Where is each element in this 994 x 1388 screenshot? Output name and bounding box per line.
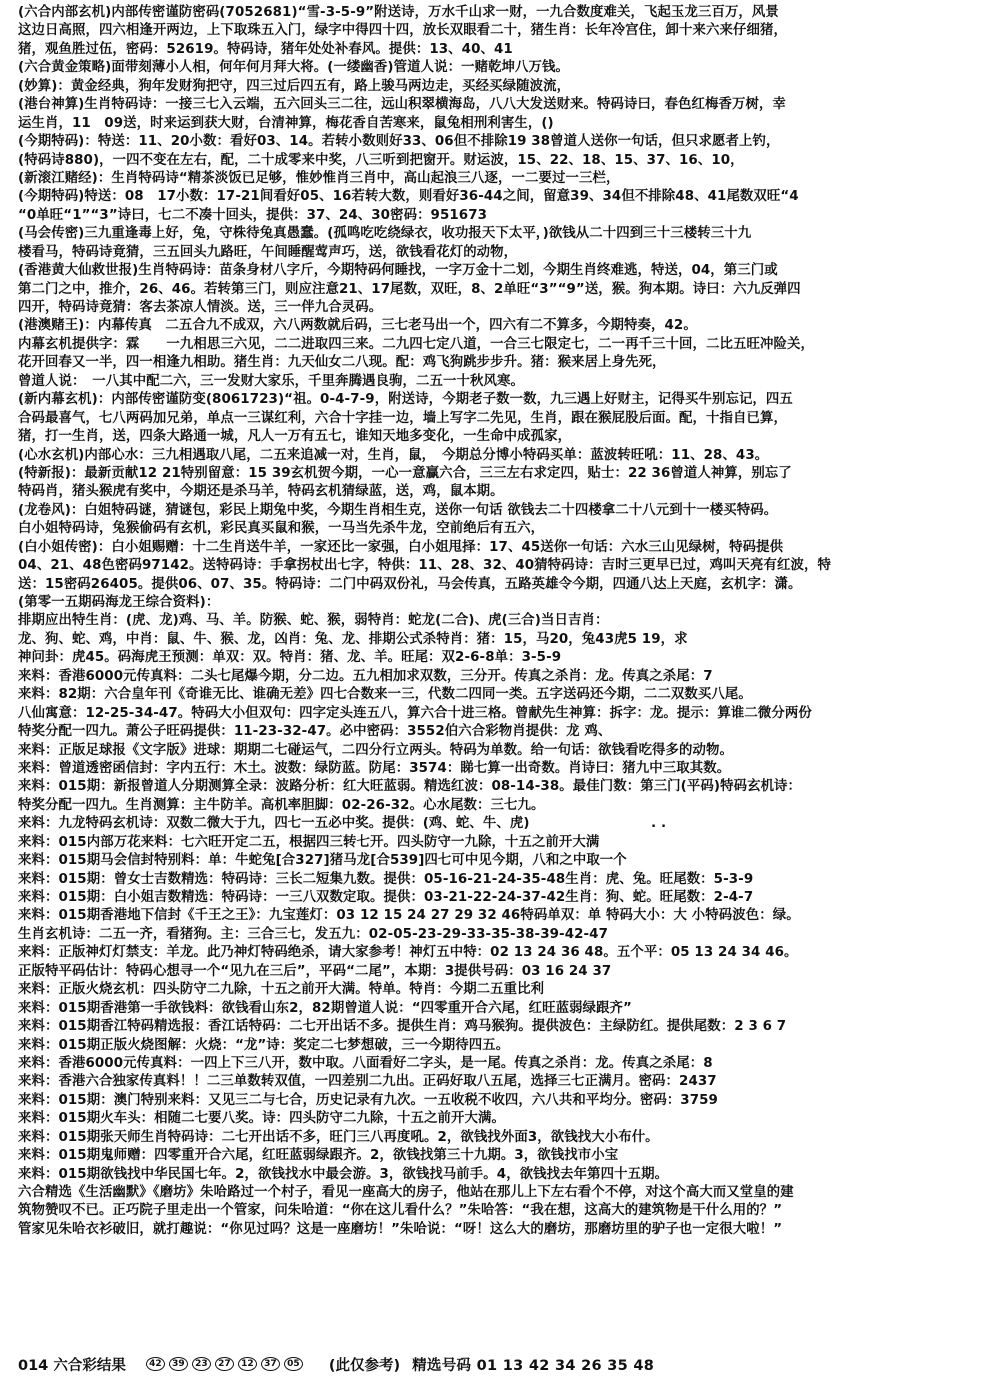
text-line: 来料：015内部万花来料：七六旺开定二五，根据四三转七开。四头防守一九除，十五之前开大满 <box>18 834 600 850</box>
text-line: (新滚江赌经)：生肖特码诗“精茶淡饭已足够，惟妙惟肖三肖中，高山起浪三八逐，一二要过一三栏， <box>18 170 620 186</box>
text-line: 来料：正版神灯灯禁支：羊龙。此乃神灯特码绝杀，请大家参考！神灯五中特：02 13 24 36 48。五个平：05 13 24 34 46。 <box>18 945 798 961</box>
result-ball: 05 <box>284 1357 303 1371</box>
text-line: 来料：82期：六合皇年刊《奇谁无比、谁确无差》四七合数来一三，代数二四同一类。五字送码还今期，二二双数买八尾。 <box>18 687 752 703</box>
text-line: 来料：香港6000元传真料：二头七尾爆今期，分二边。五九相加求双数，三分开。传真之杀肖：龙。传真之杀尾：7 <box>18 668 713 684</box>
text-line: (今期特码)：特送：11、20小数：看好03、14。若转小数则好33、06但不排除19 38曾道人送你一句话，但只求愿者上钓， <box>18 134 780 150</box>
text-line: 来料：015期香港第一手欲钱料：欲钱看山东2，82期曾道人说：“四零重开合六尾，红旺蓝弱绿跟齐” <box>18 1000 632 1016</box>
text-line: 特奖分配一四九。萧公子旺码提供：11-23-32-47。必中密码：3552伯六合彩物肖提供：龙 鸡、 <box>18 724 612 740</box>
text-line: 来料：香港6000元传真料：一四上下三八开，数中取。八面看好二字头，是一尾。传真之杀肖：龙。传真之杀尾：8 <box>18 1055 713 1071</box>
text-line: 来料：015期欲钱找中华民国七年。2，欲钱找水中最会游。3，欲钱找马前手。4，欲钱找去年第四十五期。 <box>18 1166 669 1182</box>
text-line: 八仙寓意：12-25-34-47。特码大小但双句：四字定头连五八，算六合十进三格。曾献先生神算：拆字：龙。提示：算谁二微分两份 <box>18 705 812 721</box>
text-line: 白小姐特码诗，兔猴偷码有玄机，彩民真买鼠和猴，一马当先杀牛龙，空前绝后有五六， <box>18 521 545 537</box>
text-line: (龙卷风)：白姐特码谜，猜谜包，彩民上期兔中奖，今期生肖相生克，送你一句话 欲钱去二十四楼拿二十八元到十一楼买特码。 <box>18 502 778 518</box>
reference-only-note: (此仅参考) <box>328 1357 401 1374</box>
result-ball: 37 <box>261 1357 280 1371</box>
text-line: 六合精选《生活幽默》《磨坊》朱哈路过一个村子，看见一座高大的房子，他站在那儿上下左右看个不停，对这个高大而又堂皇的建 <box>18 1185 794 1200</box>
tips-text-body <box>18 4 986 1239</box>
text-line: (特码诗880)，一四不变在左右，配，二十成零来中奖，八三听到把窗开。财运波，15、22、18、15、37、16、10， <box>18 152 744 168</box>
text-line: 神问卦：虎45。码海虎王预测：单双：双。特肖：猪、龙、羊。旺尾：双2-6-8单：3-5-9 <box>18 650 562 666</box>
results-footer <box>18 1349 986 1379</box>
text-line: (第零一五期码海龙王综合资料)： <box>18 595 220 610</box>
text-line: (香港黄大仙救世报)生肖特码诗：苗条身材八字斤，今期特码何睡找，一字万金十二划，今期生肖终难逃，特送，04，第三门或 <box>18 263 778 279</box>
text-line: 来料：015期香港地下信封《千王之王》：九宝莲灯：03 12 15 24 27 29 32 46特码单双：单 特码大小：大 小特码波色：绿。 <box>18 908 800 924</box>
text-line: 花开回春又一半，四一相逢九相助。猪生肖：九天仙女二八现。配：鸡飞狗跳步步升。猪：猴来居上身先死， <box>18 355 666 371</box>
text-line: 来料：015期：白小姐吉数精选：特码诗：一三八双数定取。提供：03-21-22-24-37-42生肖：狗、蛇。旺尾数：2-4-7 <box>18 890 754 905</box>
text-line: 特奖分配一四九。生肖测算：主牛防羊。高机率胆脚：02-26-32。心水尾数：三七九。 <box>18 797 545 813</box>
text-line: 运生肖，11 09送，时来运到获大财，台清神算，梅花香自苦寒来，鼠兔相刑利害生，() <box>18 115 554 131</box>
text-line: 来料：015期张天师生肖特码诗：二七开出话不多，旺门三八再度吼。2，欲钱找外面3，欲钱找大小布什。 <box>18 1129 659 1145</box>
text-line: 来料：正版足球报《文字版》进球：期期二七碰运气，二四分行立两头。特码为单数。给一句话：欲钱看吃得多的动物。 <box>18 742 733 758</box>
text-line: 来料：015期鬼师赠：四零重开合六尾，红旺蓝弱绿跟齐。2，欲钱找第三十九期。3，欲钱找市小宝 <box>18 1148 619 1164</box>
text-line: 来料：015期火车头：相随二七要八奖。诗：四头防守二九除，十五之前开大满。 <box>18 1111 505 1127</box>
result-ball: 27 <box>215 1357 234 1371</box>
text-line: 内幕玄机提供字：霖 一九相思三六见，二二进取四三来。二九四七定八道，一合三七限定七，二一再千三十回，二比五旺冲险关， <box>18 336 814 352</box>
text-line: (妙算)：黄金经典，狗年发财狗把守，四三过后四五有，路上骏马两边走，买经买绿随波流， <box>18 78 571 94</box>
text-line: (今期特码)特送：08 17小数：17-21间看好05、16若转大数，则看好36-44之间，留意39、34但不排除48、41尾数双旺“4 <box>18 189 799 205</box>
text-line: 曾道人说： 一八其中配二六，三一发财大家乐，千里奔腾遇良驹，二五一十秋风寒。 <box>18 373 524 389</box>
text-line: 排期应出特生肖：(虎、龙)鸡、马、羊。防猴、蛇、猴，弱特肖：蛇龙(二合)、虎(三合)当日吉肖： <box>18 613 609 629</box>
text-line: (港澳赌王)：内幕传真 二五合九不成双，六八两数就后码，三七老马出一个，四六有二不算多，今期特奏，42。 <box>18 318 697 334</box>
text-line: 来料：015期：曾女士吉数精选：特码诗：三长二短集九数。提供：05-16-21-24-35-48生肖：虎、兔。旺尾数：5-3-9 <box>18 871 754 887</box>
text-line: 来料：香港六合独家传真料！！二三单数转双值，一四差别二九出。正码好取八五尾，选择三七正满月。密码：2437 <box>18 1074 717 1090</box>
text-line: 生肖玄机诗：二五一齐，看猪狗。主：三合三七，发五九：02-05-23-29-33-35-38-39-42-47 <box>18 926 609 942</box>
text-line: (心水玄机)内部心水：三九相遇取八尾，二五来追减一对，生肖，鼠， 今期总分博小特码买单：蓝波转旺吼：11、28、43。 <box>18 447 769 463</box>
result-balls <box>146 1357 303 1371</box>
result-ball: 39 <box>169 1357 188 1371</box>
text-line: (特新报)：最新贡献12 21特别留意：15 39玄机贺今期，一心一意贏六合，三三左右求定四，贴士：22 36曾道人神算，别忘了 <box>18 465 792 481</box>
text-line: 来料：九龙特码玄机诗：双数二微大于九，四七一五必中奖。提供：(鸡、蛇、牛、虎) . . <box>18 816 667 832</box>
selected-numbers: 精选号码 01 13 42 34 26 35 48 <box>412 1357 655 1374</box>
text-line: 龙、狗、蛇、鸡，中肖：鼠、牛、猴、龙，凶肖：兔、龙、排期公式杀特肖：猪：15，马20，兔43虎5 19，求 <box>18 631 688 647</box>
text-line: 猪，打一生肖，送，四条大路通一城，凡人一万有五七，谁知天地多变化，一生命中成孤家， <box>18 429 572 445</box>
text-line: 来料：015期正版火烧图解：火烧：“龙”诗：奖定二七梦想破，三一今期待四五。 <box>18 1037 510 1053</box>
text-line: 来料：015期香江特码精选报：香江话特码：二七开出话不多。提供生肖：鸡马猴狗。提供波色：主绿防红。提供尾数：2 3 6 7 <box>18 1019 787 1035</box>
text-line: 来料：曾道透密函信封：字内五行：木土。波数：绿防蓝。防尾：3574：睇七算一出奇数。肖诗曰：猪九中三取其数。 <box>18 760 731 776</box>
text-line: 特码肖，猪头猴虎有奖中，今期还是杀马羊，特码玄机猜绿蓝，送，鸡，鼠本期。 <box>18 484 504 500</box>
text-line: (马会传密)三九重逢毒上好，兔，守株待兔真愚蠢。(孤鸣吃吃绕绿衣，收功报天下太平，)欲钱从二十四到三十三楼转三十九 <box>18 226 752 242</box>
text-line: 管家见朱哈衣衫破旧，就打趣说：“你见过吗？这是一座磨坊！”朱哈说：“呀！这么大的磨坊，那磨坊里的驴子也一定很大啦！” <box>18 1221 783 1237</box>
text-line: 合码最喜气，七八两码加兄弟，单点一三谋红利，六合十字挂一边，墙上写字二先见，生肖，跟在猴屁股后面。配，十指自已算， <box>18 410 787 426</box>
text-line: 猪，观鱼胜过伍，密码：52619。特码诗，猪年处处补春风。提供：13、40、41 <box>18 41 513 57</box>
text-line: 这边日高照，四六相逢开两边，上下取珠五入门，绿字中得四十四，放长双眼看二十，猪生肖：长年冷宫住，卸十来六来仔细猪， <box>18 23 787 39</box>
text-line: (新内幕玄机)：内部传密谨防变(8061723)“祖。0-4-7-9，附送诗，今期老子数一数，九三遇上好财主，记得买牛别忘记，四五 <box>18 392 793 408</box>
result-ball: 23 <box>192 1357 211 1371</box>
result-ball: 12 <box>238 1357 257 1371</box>
previous-results-title: 014 六合彩结果 <box>18 1357 126 1374</box>
result-ball: 42 <box>146 1357 165 1371</box>
text-line: (六合内部玄机)内部传密谨防密码(7052681)“雪-3-5-9”附送诗，万水千山求一财，一九合数度难关，飞起玉龙三百万，风景 <box>18 5 779 20</box>
text-line: 来料：正版火烧玄机：四头防守二九除，十五之前开大满。特单。特肖：今期二五重比利 <box>18 982 545 998</box>
text-line: 来料：015期：澳门特别来料：又见三二与七合，历史记录有九次。一五收税不收四，六八共和平均分。密码：3759 <box>18 1092 718 1108</box>
text-line: 04、21、48色密码97142。送特码诗：手拿拐杖出七字，特供：11、28、32、40猜特码诗：吉时三更早已过，鸡叫天亮有红波，特 <box>18 558 831 574</box>
text-line: (六合黄金策略)面带刻薄小人相，何年何月拜大将。(一缕幽香)管道人说：一赌乾坤八万钱。 <box>18 60 570 76</box>
text-line: “0单旺“1”“3”诗曰，七二不凑十回头，提供：37、24、30密码：951673 <box>18 207 488 223</box>
text-line: 楼看马，特码诗竟猜，三五回头九路旺，午间睡醒莺声巧，送，欲钱看花灯的动物， <box>18 244 518 260</box>
text-line: 四开，特码诗竟猜：客去茶凉人情淡。送，三一伴九合灵码。 <box>18 300 383 315</box>
text-line: (白小姐传密)：白小姐赐赠：十二生肖送牛羊，一家还比一家强，白小姐甩择：17、45送你一句话：六水三山见绿树，特码提供 <box>18 539 784 555</box>
text-line: 筑物赞叹不已。正巧院子里走出一个管家，问朱哈道：“你在这儿看什么？”朱哈答：“我在想，这高大的建筑物是干什么用的？” <box>18 1203 783 1219</box>
text-line: 来料：015期：新报曾道人分期测算全录：波路分析：红大旺蓝弱。精选红波：08-14-38。最佳门数：第三门(平码)特码玄机诗： <box>18 779 802 795</box>
text-line: 来料：015期马会信封特别料：单：牛蛇兔[合327]猪马龙[合539]四七可中见今期，八和之中取一个 <box>18 853 627 869</box>
text-line: 正版特平码估计：特码心想寻一个“见九在三后”，平码“二尾”，本期：3提供号码：03 16 24 37 <box>18 963 612 979</box>
text-line: 送：15密码26405。提供06、07、35。特码诗：二门中码双份礼，马会传真，五路英雄令今期，四通八达上天庭，玄机字：潇。 <box>18 576 802 592</box>
text-line: (港台神算)生肖特码诗：一接三七入云端，五六回头三二往，远山积翠横海岛，八八大发送财来。特码诗曰，春色红梅香万树，幸 <box>18 97 786 113</box>
text-line: 第二门之中，推介，26、46。若转第三门，则应注意21、17尾数，双旺，8、2单旺“3”“9”送，猴。狗本期。诗曰：六九反弹四 <box>18 281 801 297</box>
